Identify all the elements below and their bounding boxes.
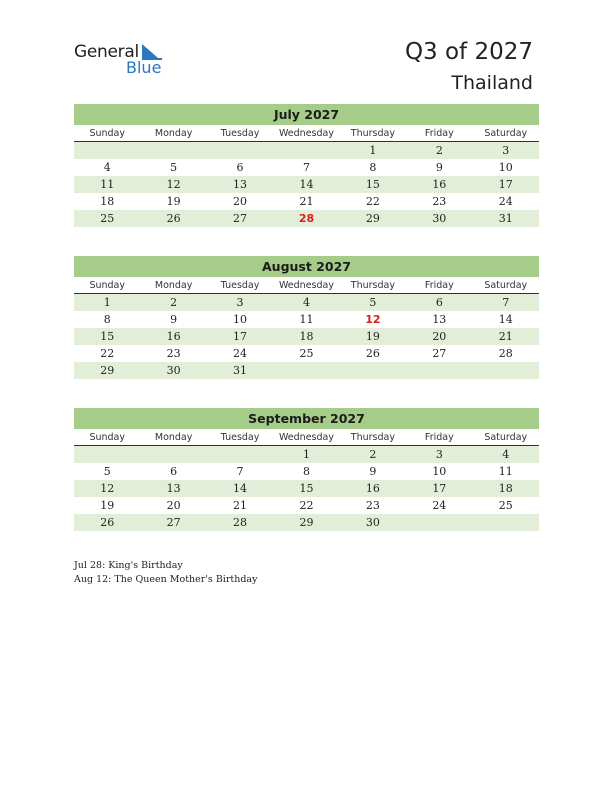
empty-day-cell xyxy=(406,362,472,379)
week-rows xyxy=(74,446,539,531)
weekday-header-row xyxy=(74,429,539,446)
empty-day-cell xyxy=(473,362,539,379)
weekday-label: Tuesday xyxy=(220,280,260,291)
day-cell: 10 xyxy=(233,313,248,326)
day-cell: 14 xyxy=(299,178,314,191)
day-cell: 20 xyxy=(432,330,447,343)
day-cell: 6 xyxy=(170,465,178,478)
day-cell: 21 xyxy=(299,195,314,208)
day-cell: 19 xyxy=(100,499,115,512)
day-cell: 11 xyxy=(100,178,115,191)
day-cell: 20 xyxy=(166,499,181,512)
weekday-label: Tuesday xyxy=(220,128,260,139)
day-cell: 12 xyxy=(365,313,381,326)
day-cell: 27 xyxy=(233,212,248,225)
day-cell: 4 xyxy=(103,161,111,174)
weekday-label: Thursday xyxy=(350,432,395,443)
day-cell: 17 xyxy=(233,330,248,343)
holiday-note: Aug 12: The Queen Mother's Birthday xyxy=(74,573,258,585)
day-cell: 25 xyxy=(498,499,513,512)
weekday-label: Thursday xyxy=(350,280,395,291)
week-row xyxy=(74,480,539,497)
weekday-label: Friday xyxy=(424,280,454,291)
empty-day-cell xyxy=(140,142,206,159)
weekday-label: Monday xyxy=(154,128,193,139)
day-cell: 30 xyxy=(166,364,181,377)
logo-text-blue: Blue xyxy=(126,58,162,77)
empty-day-cell xyxy=(207,142,273,159)
day-cell: 23 xyxy=(166,347,181,360)
day-cell: 9 xyxy=(170,313,178,326)
weekday-label: Monday xyxy=(154,280,193,291)
month-title: August 2027 xyxy=(74,256,539,277)
day-cell: 30 xyxy=(432,212,447,225)
day-cell: 29 xyxy=(100,364,115,377)
day-cell: 7 xyxy=(502,296,510,309)
week-row xyxy=(74,142,539,159)
day-cell: 29 xyxy=(365,212,380,225)
day-cell: 4 xyxy=(502,448,510,461)
weekday-label: Tuesday xyxy=(220,432,260,443)
day-cell: 9 xyxy=(435,161,443,174)
day-cell: 13 xyxy=(432,313,447,326)
day-cell: 3 xyxy=(502,144,510,157)
day-cell: 12 xyxy=(100,482,115,495)
week-row xyxy=(74,193,539,210)
weekday-header-row xyxy=(74,125,539,142)
day-cell: 5 xyxy=(170,161,178,174)
day-cell: 19 xyxy=(166,195,181,208)
day-cell: 31 xyxy=(233,364,248,377)
holiday-notes xyxy=(74,559,257,586)
day-cell: 24 xyxy=(432,499,447,512)
weekday-label: Wednesday xyxy=(278,280,334,291)
page-title: Q3 of 2027 xyxy=(404,39,533,65)
empty-day-cell xyxy=(140,446,206,463)
day-cell: 27 xyxy=(432,347,447,360)
day-cell: 16 xyxy=(365,482,380,495)
day-cell: 23 xyxy=(432,195,447,208)
day-cell: 6 xyxy=(435,296,443,309)
weekday-label: Friday xyxy=(424,128,454,139)
day-cell: 11 xyxy=(299,313,314,326)
day-cell: 2 xyxy=(435,144,443,157)
day-cell: 22 xyxy=(365,195,380,208)
day-cell: 1 xyxy=(302,448,310,461)
day-cell: 18 xyxy=(299,330,314,343)
week-row xyxy=(74,294,539,311)
day-cell: 18 xyxy=(100,195,115,208)
day-cell: 16 xyxy=(432,178,447,191)
day-cell: 21 xyxy=(498,330,513,343)
week-row xyxy=(74,345,539,362)
day-cell: 13 xyxy=(233,178,248,191)
day-cell: 28 xyxy=(498,347,513,360)
day-cell: 12 xyxy=(166,178,181,191)
week-row xyxy=(74,463,539,480)
weekday-label: Wednesday xyxy=(278,432,334,443)
day-cell: 4 xyxy=(302,296,310,309)
month-title: September 2027 xyxy=(74,408,539,429)
day-cell: 30 xyxy=(365,516,380,529)
day-cell: 25 xyxy=(299,347,314,360)
week-row xyxy=(74,514,539,531)
week-rows xyxy=(74,294,539,379)
day-cell: 1 xyxy=(103,296,111,309)
day-cell: 19 xyxy=(365,330,380,343)
day-cell: 26 xyxy=(365,347,380,360)
week-row xyxy=(74,497,539,514)
day-cell: 11 xyxy=(498,465,513,478)
day-cell: 27 xyxy=(166,516,181,529)
weekday-label: Sunday xyxy=(89,280,125,291)
day-cell: 28 xyxy=(298,212,315,225)
day-cell: 7 xyxy=(236,465,244,478)
weekday-label: Saturday xyxy=(484,128,528,139)
day-cell: 23 xyxy=(365,499,380,512)
weekday-label: Saturday xyxy=(484,280,528,291)
day-cell: 24 xyxy=(233,347,248,360)
day-cell: 17 xyxy=(432,482,447,495)
day-cell: 29 xyxy=(299,516,314,529)
empty-day-cell xyxy=(406,514,472,531)
logo-text-general: General xyxy=(74,42,139,62)
day-cell: 5 xyxy=(369,296,377,309)
month-title: July 2027 xyxy=(74,104,539,125)
day-cell: 8 xyxy=(103,313,111,326)
week-row xyxy=(74,311,539,328)
weekday-label: Thursday xyxy=(350,128,395,139)
day-cell: 28 xyxy=(233,516,248,529)
day-cell: 5 xyxy=(103,465,111,478)
month-calendar-august xyxy=(74,256,539,379)
weekday-header-row xyxy=(74,277,539,294)
day-cell: 15 xyxy=(299,482,314,495)
week-row xyxy=(74,328,539,345)
day-cell: 15 xyxy=(365,178,380,191)
empty-day-cell xyxy=(74,142,140,159)
day-cell: 10 xyxy=(498,161,513,174)
day-cell: 8 xyxy=(302,465,310,478)
day-cell: 3 xyxy=(435,448,443,461)
day-cell: 1 xyxy=(369,144,377,157)
day-cell: 3 xyxy=(236,296,244,309)
weekday-label: Friday xyxy=(424,432,454,443)
weekday-label: Sunday xyxy=(89,128,125,139)
country-name: Thailand xyxy=(451,72,533,94)
week-row xyxy=(74,159,539,176)
day-cell: 14 xyxy=(233,482,248,495)
empty-day-cell xyxy=(273,142,339,159)
week-row xyxy=(74,362,539,379)
day-cell: 16 xyxy=(166,330,181,343)
empty-day-cell xyxy=(273,362,339,379)
day-cell: 26 xyxy=(166,212,181,225)
day-cell: 15 xyxy=(100,330,115,343)
empty-day-cell xyxy=(473,514,539,531)
day-cell: 6 xyxy=(236,161,244,174)
week-row xyxy=(74,446,539,463)
day-cell: 17 xyxy=(498,178,513,191)
day-cell: 20 xyxy=(233,195,248,208)
day-cell: 21 xyxy=(233,499,248,512)
day-cell: 14 xyxy=(498,313,513,326)
week-row xyxy=(74,176,539,193)
day-cell: 9 xyxy=(369,465,377,478)
week-rows xyxy=(74,142,539,227)
empty-day-cell xyxy=(207,446,273,463)
brand-logo xyxy=(74,42,162,77)
month-calendar-september xyxy=(74,408,539,531)
weekday-label: Monday xyxy=(154,432,193,443)
day-cell: 22 xyxy=(100,347,115,360)
day-cell: 13 xyxy=(166,482,181,495)
day-cell: 25 xyxy=(100,212,115,225)
day-cell: 2 xyxy=(170,296,178,309)
weekday-label: Saturday xyxy=(484,432,528,443)
day-cell: 8 xyxy=(369,161,377,174)
empty-day-cell xyxy=(74,446,140,463)
day-cell: 24 xyxy=(498,195,513,208)
day-cell: 22 xyxy=(299,499,314,512)
day-cell: 7 xyxy=(302,161,310,174)
day-cell: 2 xyxy=(369,448,377,461)
empty-day-cell xyxy=(340,362,406,379)
day-cell: 26 xyxy=(100,516,115,529)
holiday-note: Jul 28: King's Birthday xyxy=(74,560,183,571)
month-calendar-july xyxy=(74,104,539,227)
day-cell: 18 xyxy=(498,482,513,495)
day-cell: 10 xyxy=(432,465,447,478)
weekday-label: Sunday xyxy=(89,432,125,443)
week-row xyxy=(74,210,539,227)
day-cell: 31 xyxy=(498,212,513,225)
weekday-label: Wednesday xyxy=(278,128,334,139)
